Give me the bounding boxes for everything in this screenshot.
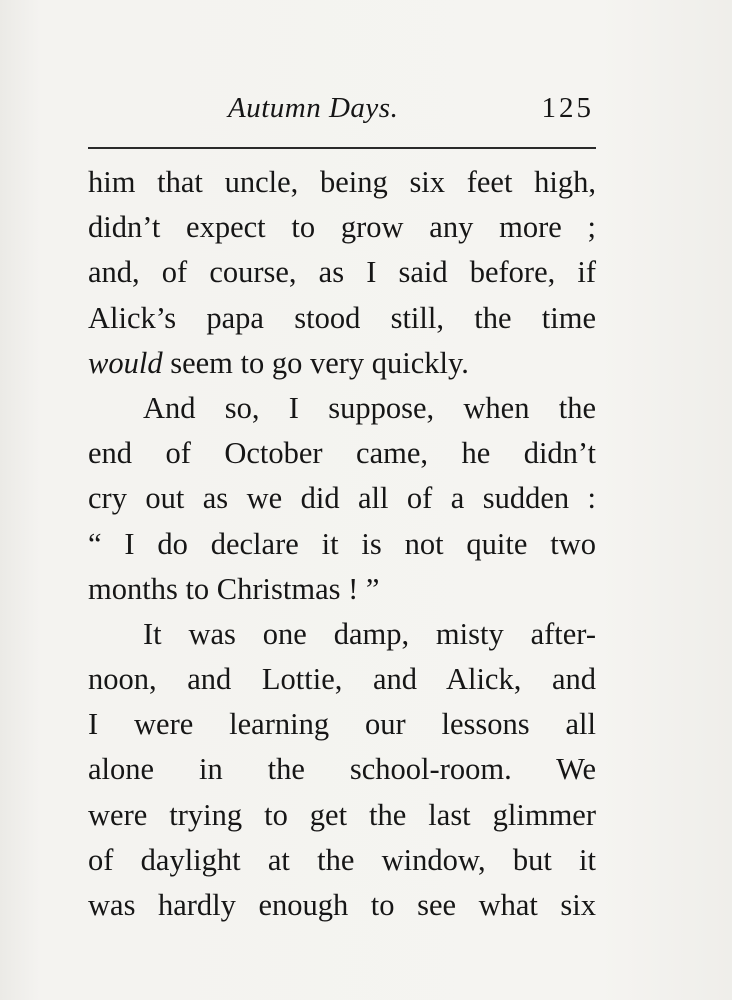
header-rule bbox=[88, 147, 596, 149]
text-line bbox=[88, 160, 596, 205]
text-line bbox=[88, 431, 596, 476]
italic-word: would bbox=[88, 345, 163, 380]
running-head bbox=[88, 92, 596, 136]
body-text bbox=[88, 160, 596, 928]
text-line bbox=[88, 522, 596, 567]
text-line bbox=[88, 838, 596, 883]
text-line bbox=[88, 567, 596, 612]
line-text: I were learning our lessons all bbox=[88, 707, 596, 742]
text-line bbox=[88, 793, 596, 838]
text-line bbox=[88, 883, 596, 928]
text-line bbox=[88, 250, 596, 295]
text-line bbox=[88, 476, 596, 521]
line-text: It was one damp, misty after- bbox=[143, 616, 596, 651]
line-text: “ I do declare it is not quite two bbox=[88, 526, 596, 561]
running-title: Autumn Days. bbox=[228, 92, 399, 124]
line-text: seem to go very quickly. bbox=[162, 345, 469, 380]
line-text: of daylight at the window, but it bbox=[88, 842, 596, 877]
line-text: was hardly enough to see what six bbox=[88, 888, 596, 922]
line-text: were trying to get the last glimmer bbox=[88, 797, 596, 832]
line-text: And so, I suppose, when the bbox=[143, 390, 596, 425]
text-line bbox=[88, 296, 596, 341]
line-text: alone in the school-room. We bbox=[88, 752, 596, 787]
text-line bbox=[88, 205, 596, 250]
line-text: Alick’s papa stood still, the time bbox=[88, 300, 596, 335]
line-text: didn’t expect to grow any more ; bbox=[88, 210, 596, 245]
line-text: noon, and Lottie, and Alick, and bbox=[88, 662, 596, 697]
line-text: and, of course, as I said before, if bbox=[88, 255, 596, 290]
line-text: him that uncle, being six feet high, bbox=[88, 165, 596, 199]
line-text: cry out as we did all of a sudden : bbox=[88, 481, 596, 516]
text-line bbox=[88, 747, 596, 792]
line-text: months to Christmas ! ” bbox=[88, 571, 380, 606]
text-line bbox=[88, 341, 596, 386]
paragraph-start-line bbox=[88, 386, 596, 431]
paragraph-start-line bbox=[88, 612, 596, 657]
text-line bbox=[88, 702, 596, 747]
page-number: 125 bbox=[541, 92, 594, 124]
line-text: end of October came, he didn’t bbox=[88, 436, 596, 471]
text-line bbox=[88, 657, 596, 702]
